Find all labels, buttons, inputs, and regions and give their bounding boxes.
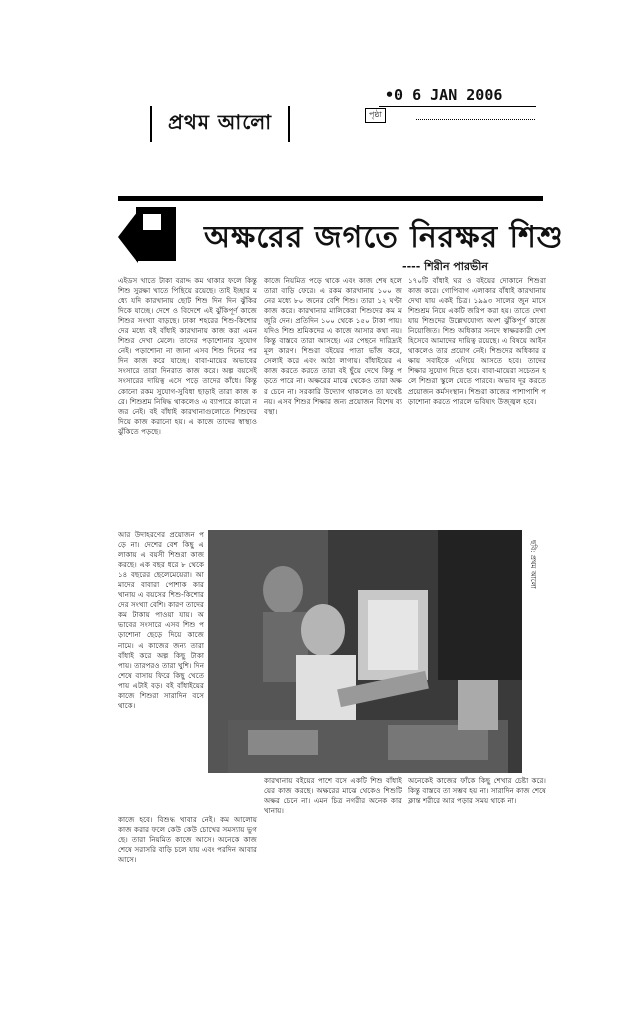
masthead-name: প্রথম আলো [167,109,273,134]
logo-arrow-shape [118,211,138,263]
stamp-date: •0 6 JAN 2006 [385,86,503,104]
photo-caption-right: অনেকেই কাজের ফাঁকে কিছু শেখার চেষ্টা করে। কিন্তু বাস্তবে তা সম্ভব হয় না। সারাদিন কাজ শেষে ক্লান্ত শরীরে আর পড়ার সময় থাকে না। [408,776,546,806]
newspaper-masthead [150,106,290,142]
stamp-source-row [365,108,535,123]
article-photo [208,530,522,773]
photo-graphic [208,530,522,773]
article-headline: অক্ষরের জগতে নিরক্ষর শিশু [204,220,564,255]
logo-square [136,207,176,261]
article-byline: ---- শিরীন পারভীন [402,260,488,273]
article-column-1-bottom: কাজে হবে। বিশুদ্ধ খাবার নেই। কম আলোয় কাজ করার ফলে কেউ কেউ চোখের সমস্যায় ভুগছে। তারা নিয়মিত কাজে আসে। অনেকে কাজ শেষে সরাসরি বাড়ি চলে যায় এবং পরদিন আবার আসে। [118,815,257,865]
section-logo [118,205,192,263]
photo-credit: ছবি: প্রথম আলো [529,540,537,589]
photo-caption-left: কারখানায় বইয়ের পাশে বসে একটি শিশু বাঁধাইয়ের কাজ করছে। অক্ষরের মাঝে থেকেও শিশুটি অক্ষর চেনে না। এমন চিত্র নগরীর অনেক কারখানায়। [264,776,402,816]
article-column-1: এইডস খাতে টাকা বরাদ্দ কম থাকার ফলে কিন্তু শিশু সুরক্ষা খাতে পিছিয়ে রয়েছে। তাই ইচ্ছার মধ্যে যদি কারখানায় ছোট শিশু দিন দিন ঝুঁকির দিকে যাচ্ছে। দেশে ও বিদেশে এই ঝুঁকিপূর্ণ কাজে শিশুর সংখ্যা বাড়ছে। ঢাকা শহরের শিশু-কিশোরদের মধ্যে বই বাঁধাই কারখানায় কাজ করা এমন শিশুর দেখা মেলে। তাদের পড়াশোনার সুযোগ নেই। পড়াশোনা না জানা এসব শিশু দিনের পর দিন কাজ করে যাচ্ছে। বাবা-মায়ের অভাবের সংসারে তারা দিনরাত কাজ করে। অল্প বয়সেই সংসারের দায়িত্ব এসে পড়ে তাদের কাঁধে। কিন্তু কোনো রকম সুযোগ-সুবিধা ছাড়াই তারা কাজ করে। শিশুশ্রম নিষিদ্ধ থাকলেও এ ব্যাপারে কারো নজর নেই। বই বাঁধাই কারখানাগুলোতে শিশুদের দিয়ে কাজ করানো হয়। এ কাজে তাদের স্বাস্থ্যও ঝুঁকিতে পড়ছে। [118,276,257,436]
headline-band [118,196,564,265]
stamp-label: পৃষ্ঠা [365,108,386,123]
stamp-dotted-line [416,111,535,120]
article-column-2: কাজে নিয়মিত পড়ে থাকে এবং কাজ শেষ হলে তারা বাড়ি ফেরে। এ রকম কারখানায় ১০০ জনের মধ্যে ৮০ জনের বেশি শিশু। তারা ১২ ঘণ্টা কাজ করে। কারখানার মালিকেরা শিশুদের কম মজুরি দেন। প্রতিদিন ১০০ থেকে ১৫০ টাকা পায়। যদিও শিশু শ্রমিকদের এ কাজে আসার কথা নয়। কিন্তু বাস্তবে তারা আসছে। এর পেছনে দারিদ্র্যই মূল কারণ। শিশুরা বইয়ের পাতা ভাঁজ করে, সেলাই করে এবং আঠা লাগায়। বাঁধাইয়ের এ কাজ করতে করতে তারা বই ছুঁয়ে দেখে কিন্তু পড়তে পারে না। অক্ষরের মাঝে থেকেও তারা অক্ষর চেনে না। সরকারি উদ্যোগ থাকলেও তা যথেষ্ট নয়। এসব শিশুর শিক্ষার জন্য প্রয়োজন বিশেষ ব্যবস্থা। [264,276,402,416]
article-column-3: ১৭০টি বাঁধাই ঘর ও বইয়ের দোকানে শিশুরা কাজ করে। গোপিবাগ এলাকার বাঁধাই কারখানায় দেখা যায় একই চিত্র। ১৯৯৩ সালের জুন মাসে শিশুশ্রম নিয়ে একটি জরিপ করা হয়। তাতে দেখা যায় শিশুদের উল্লেখযোগ্য অংশ ঝুঁকিপূর্ণ কাজে নিয়োজিত। শিশু অধিকার সনদে স্বাক্ষরকারী দেশ হিসেবে আমাদের দায়িত্ব রয়েছে। এ বিষয়ে আইন থাকলেও তার প্রয়োগ নেই। শিশুদের অধিকার রক্ষায় সবাইকে এগিয়ে আসতে হবে। তাদের শিক্ষার সুযোগ দিতে হবে। বাবা-মায়েরা সচেতন হলে শিশুরা স্কুলে যেতে পারবে। অভাব দূর করতে প্রয়োজন কর্মসংস্থান। শিশুরা কাজের পাশাপাশি পড়াশোনা করতে পারলে ভবিষ্যৎ উজ্জ্বল হবে। [408,276,546,406]
article-column-1-continued: আর উদাহরণের প্রয়োজন পড়ে না। দেশের বেশ কিছু এলাকায় এ বয়সী শিশুরা কাজ করছে। এক বছর ধরে ৮ থেকে ১৪ বছরের ছেলেমেয়েরা। আমাদের বাবারা পোশাক কারখানায় এ বয়সের শিশু-কিশোরদের সংখ্যা বেশি। কারণ তাদের কম টাকায় পাওয়া যায়। অভাবের সংসারে এসব শিশু পড়াশোনা ছেড়ে দিয়ে কাজে নামে। এ কাজের জন্য তারা বাঁধাই করে অল্প কিছু টাকা পায়। তারপরও তারা খুশি। দিন শেষে বাসায় ফিরে কিছু খেতে পায় এটাই বড়। বই বাঁধাইয়ের কাজে শিশুরা সারাদিন বসে থাকে। [118,530,204,710]
date-stamp [365,84,535,126]
